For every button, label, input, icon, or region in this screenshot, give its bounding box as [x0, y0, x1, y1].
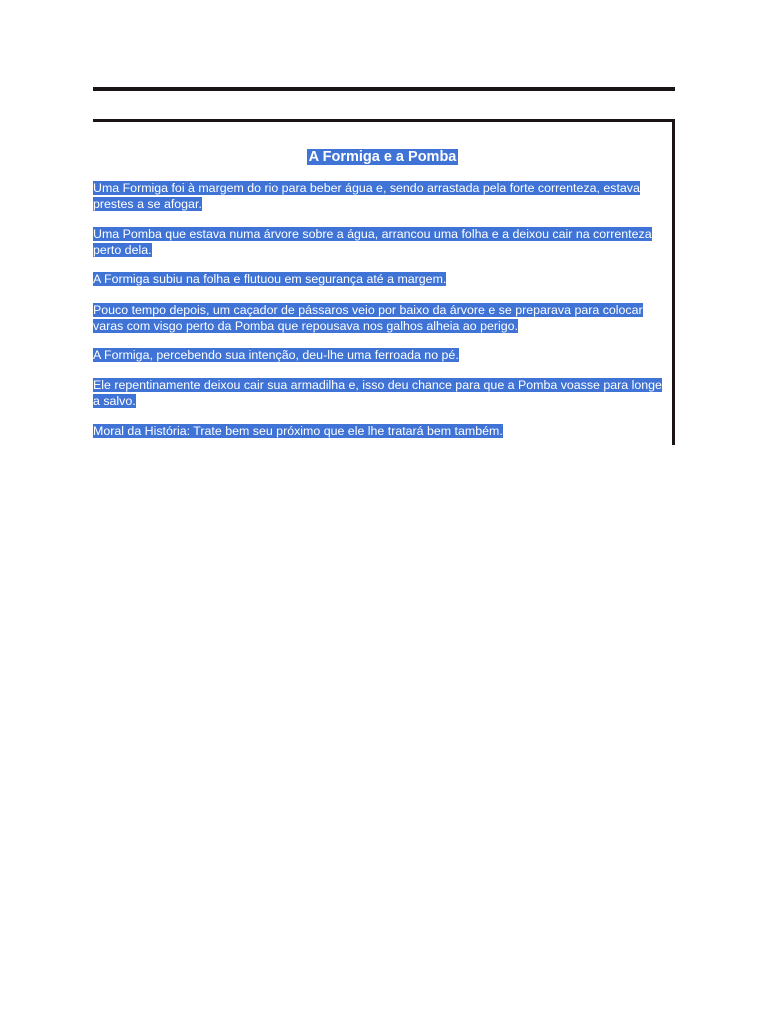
paragraph-2 [93, 227, 665, 258]
moral-text[interactable]: Moral da História: Trate bem seu próximo que ele lhe tratará bem também. [93, 424, 503, 438]
paragraph-4 [93, 303, 665, 334]
paragraph-5-text[interactable]: A Formiga, percebendo sua intenção, deu-lhe uma ferroada no pé. [93, 348, 459, 362]
paragraph-3 [93, 272, 665, 288]
document-page [93, 119, 675, 445]
paragraph-1 [93, 181, 665, 212]
paragraph-6 [93, 378, 665, 409]
title-row [93, 148, 672, 168]
paragraph-2-text[interactable]: Uma Pomba que estava numa árvore sobre a água, arrancou uma folha e a deixou cair na correnteza perto dela. [93, 227, 652, 257]
top-divider-rule [93, 87, 675, 91]
paragraph-3-text[interactable]: A Formiga subiu na folha e flutuou em segurança até a margem. [93, 272, 447, 286]
paragraph-4-text[interactable]: Pouco tempo depois, um caçador de pássaros veio por baixo da árvore e se preparava para colocar varas com visgo perto da Pomba que repousava nos galhos alheia ao perigo. [93, 303, 643, 333]
moral-paragraph [93, 424, 665, 440]
document-title[interactable]: A Formiga e a Pomba [308, 149, 457, 165]
paragraph-6-text[interactable]: Ele repentinamente deixou cair sua armadilha e, isso deu chance para que a Pomba voasse para longe a salvo. [93, 378, 662, 408]
paragraph-1-text[interactable]: Uma Formiga foi à margem do rio para beber água e, sendo arrastada pela forte correnteza, estava prestes a se afogar. [93, 181, 640, 211]
paragraph-5 [93, 348, 665, 364]
